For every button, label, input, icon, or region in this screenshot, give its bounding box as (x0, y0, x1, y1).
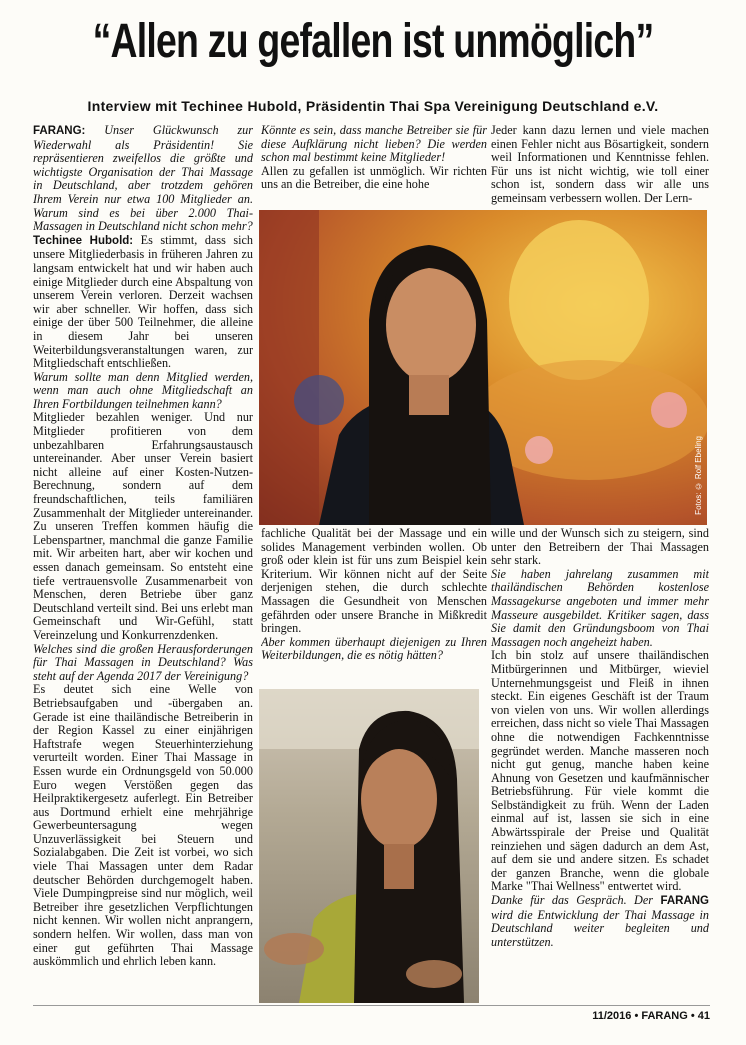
answer-2: Mitglieder bezahlen weniger. Und nur Mitglieder profitieren von dem unbezahlbaren Erfahrungsaustausch untereinander. Aber unser Verein basiert nicht alleine auf einer Kosten-Nutzen-Berechnung, sondern auf dem freundschaftlichen, teils familiären Zusammenhalt der Mitglieder untereinander. Zu unseren Treffen kommen häufig die Lebenspartner, manchmal die ganze Familie mit. Wir arbeiten hart, aber wir kochen und essen danach gemeinsam. So entsteht eine tiefe vertrauensvolle Zusammenarbeit von Menschen, deren Betriebe über ganz Deutschland verteilt sind. Bei uns erlebt man Gemeinschaft und Wir-Gefühl, statt Vereinzelung und Konkurrenzdenken. (33, 410, 253, 642)
headline: “Allen zu gefallen ist unmöglich” (92, 15, 654, 68)
column-3-top (491, 124, 709, 210)
question-4: Könnte es sein, dass manche Betreiber sie für diese Aufklärung nicht lieben? Die werden schon mal bestimmt keine Mitglieder! (261, 124, 487, 165)
page-footer: 11/2016 • FARANG • 41 (592, 1010, 710, 1022)
answer-3: Es deutet sich eine Welle von Betriebsaufgaben und -übergaben an. Gerade ist eine thailändische Betreiberin in der Region Kassel zu einer einjährigen Haftstrafe wegen Steuerhinterziehung verurteilt worden. Einer Thai Massage in Essen wurde ein Ordnungsgeld von 50.000 Euro wegen Verstößen gegen das Heilpraktikergesetz auferlegt. Ein Betreiber aus Dortmund erhielt eine mehrjährige Gewerbeuntersagung wegen Unzuverlässigkeit bei Steuern und Sozialabgaben. Die Zeit ist vorbei, wo sich viele Thai Massagen unter dem Radar deutscher Behörden durchgemogelt haben. Viele Dumpingpreise sind nur möglich, weil Betreiber ihre gesetzlichen Verpflichtungen nicht kennen. Wir wollen nicht anprangern, sondern helfen. Wir wollen, dass man von einer gut geführten Thai Massage auskömmlich und ehrlich leben kann. (33, 682, 253, 969)
closing-note (491, 894, 709, 949)
answer-5-start: Jeder kann dazu lernen und viele machen einen Fehler nicht aus Bösartigkeit, sondern weil Informationen und Kenntnisse fehlen. Für uns ist nicht wichtig, wie toll einer schon ist, sondern dass wir alle uns gemeinsam verbessern wollen. Der Lern- (491, 124, 709, 205)
photo-portrait-temple (259, 210, 707, 525)
subhead: Interview mit Techinee Hubold, Präsidentin Thai Spa Vereinigung Deutschland e.V. (87, 98, 659, 114)
photo-credit: Fotos: © Rolf Ebeling (694, 436, 703, 515)
answer-4-end: fachliche Qualität bei der Massage und ein solides Management verbinden wollen. Ob groß oder klein ist für uns zum Beispiel kein Kriterium. Wir können nicht auf der Seite derjenigen stehen, die durch schlechte Massagen die Gesundheit von Menschen gefährden oder unsere Branche in Mißkredit bringen. (261, 527, 487, 636)
question-3: Welches sind die großen Herausforderungen für Thai Massagen in Deutschland? Was steht auf der Agenda 2017 der Vereinigung? (33, 641, 253, 683)
answer-5-end: wille und der Wunsch sich zu steigern, sind unter den Betreibern der Thai Massagen sehr stark. (491, 527, 709, 568)
column-2-top (261, 124, 487, 210)
closing-farang-label: FARANG (660, 895, 709, 908)
closing-post: wird die Entwicklung der Thai Massage in Deutschland weiter begleiten und unterstützen. (491, 907, 709, 949)
question-2: Warum sollte man denn Mitglied werden, wenn man auch ohne Mitgliedschaft an Ihren Fortbildungen teilnehmen kann? (33, 369, 253, 411)
photo-portrait-temple-illustration (259, 210, 707, 525)
question-5: Aber kommen überhaupt diejenigen zu Ihren Weiterbildungen, die es nötig hätten? (261, 634, 487, 663)
question-1: Unser Glückwunsch zur Wiederwahl als Präsidentin! Sie repräsentieren zweifellos die größte und wichtigste Organisation der Thai Massage in Deutschland, aber trotzdem gehören Ihrem Verein nur etwa 100 Mitglieder an. Warum sind es bei über 2.000 Thai-Massagen in Deutschland nicht schon mehr? (33, 124, 253, 234)
farang-label: FARANG: (33, 125, 86, 137)
closing-pre: Danke für das Gespräch. Der (491, 893, 661, 908)
footer-divider (33, 1005, 710, 1006)
question-6: Sie haben jahrelang zusammen mit thailändischen Behörden kostenlose Massagekurse angeboten und immer mehr Masseure ausgebildet. Kritiker sagen, dass Sie damit den Gründungsboom von Thai Massagen noch angeheizt haben. (491, 566, 709, 649)
answer-6: Ich bin stolz auf unsere thailändischen Mitbürgerinnen und Mitbürger, wieviel Unternehmungsgeist und Fleiß in ihnen steckt. Ein eigenes Geschäft ist der Traum von vielen von uns. Wir wollen allerdings erreichen, dass nicht so viele Thai Massagen ohne die notwendigen Fachkenntnisse gegründet werden. Manche masseren noch nicht gut genug, manche haben keine Ahnung von Gesetzen und kaufmännischer Betriebsführung. Für viele kommt die Selbständigkeit zu früh. Wenn der Laden einmal auf ist, lassen sie sich in eine Abwärtsspirale der Preise und Qualität reinziehen und sägen dadurch an dem Ast, auf dem sie und andere sitzen. Es schadet der ganzen Branche, wenn die globale Marke "Thai Wellness" entwertet wird. (491, 648, 709, 894)
answer-1: Es stimmt, dass sich unsere Mitgliederbasis in früheren Jahren zu langsam entwickelt hat und wir haben auch einige Mitglieder durch eine Abspaltung von unserem Verein verloren. Derzeit wachsen wir aber schneller. Wir hoffen, dass sich einige der über 500 Teilnehmer, die alleine in diesem Jahr bei unseren Weiterbildungsveranstaltungen waren, zur Mitgliedschaft entschließen. (33, 232, 253, 371)
column-3-bottom (491, 527, 709, 995)
photo-speaking-illustration (259, 689, 479, 1003)
interviewee-label: Techinee Hubold: (33, 234, 134, 247)
column-2-bottom (261, 527, 487, 687)
answer-4-start: Allen zu gefallen ist unmöglich. Wir richten uns an die Betreiber, die eine hohe (261, 163, 487, 192)
photo-speaking (259, 689, 479, 1003)
column-1 (33, 124, 253, 1014)
